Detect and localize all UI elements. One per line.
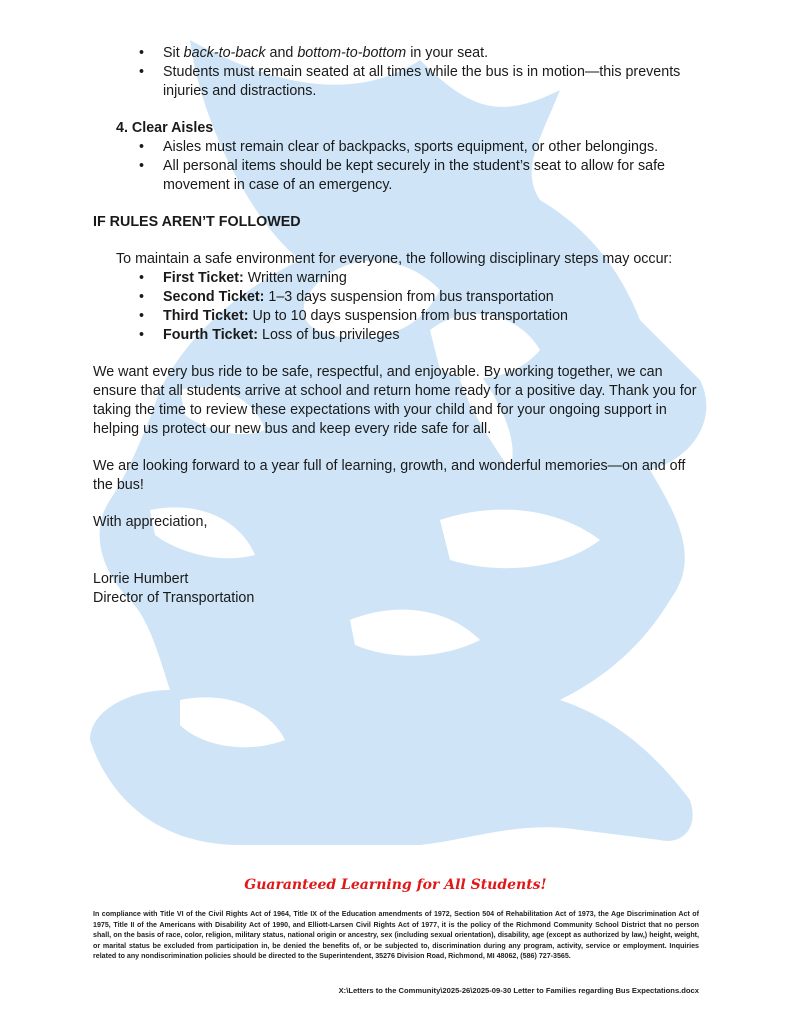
slogan: Guaranteed Learning for All Students!: [244, 877, 547, 893]
list-item: • Sit back-to-back and bottom-to-bottom in your seat.: [163, 44, 703, 63]
discipline-steps-list: [93, 269, 703, 345]
list-item: • First Ticket: Written warning: [163, 269, 703, 288]
compliance-notice: In compliance with Title VI of the Civil Rights Act of 1964, Title IX of the Education amendments of 1972, Section 504 of Rehabilitation Act of 1973, the Age Discrimination Act of 1975, Title II of the Americans with Disability Act of 1990, and Elliott-Larsen Civil Rights Act of 1977, it is the policy of the Richmond Community School District that no person shall, on the basis of race, color, religion, military status, national origin or ancestry, sex (including sexual orientation), disability, age (except as authorized by law,) height, weight, or marital status be excluded from participation in, be denied the benefits of, or be subjected to, discrimination during any program, activity, service or employment. Inquiries related to any nondiscrimination policies should be directed to the Superintendent, 35276 Division Road, Richmond, MI 48062, (586) 727-3565.: [93, 910, 699, 961]
closing: With appreciation,: [93, 514, 208, 530]
signature-title: Director of Transportation: [93, 590, 255, 606]
list-item: • Students must remain seated at all times while the bus is in motion—this prevents injuries and distractions.: [163, 63, 703, 101]
emphasis: back-to-back: [183, 45, 266, 61]
section-title: 4. Clear Aisles: [116, 120, 214, 136]
list-item: • Second Ticket: 1–3 days suspension from bus transportation: [163, 288, 703, 307]
file-path: X:\Letters to the Community\2025-26\2025-09-30 Letter to Families regarding Bus Expectations.docx: [338, 986, 699, 995]
list-item: • Third Ticket: Up to 10 days suspension from bus transportation: [163, 307, 703, 326]
signature-name: Lorrie Humbert: [93, 571, 189, 587]
rules-intro: To maintain a safe environment for everyone, the following disciplinary steps may occur:: [116, 251, 673, 267]
seating-rules-list: [93, 44, 703, 101]
list-item: • Fourth Ticket: Loss of bus privileges: [163, 326, 703, 345]
list-item: • Aisles must remain clear of backpacks, sports equipment, or other belongings.: [163, 138, 703, 157]
rules-heading: IF RULES AREN’T FOLLOWED: [93, 214, 301, 230]
paragraph: We are looking forward to a year full of learning, growth, and wonderful memories—on and off the bus!: [93, 458, 686, 493]
list-item: • All personal items should be kept securely in the student’s seat to allow for safe movement in case of an emergency.: [163, 157, 703, 195]
letter-body: [93, 44, 703, 608]
aisle-rules-list: [93, 138, 703, 195]
emphasis: bottom-to-bottom: [297, 45, 407, 61]
paragraph: We want every bus ride to be safe, respectful, and enjoyable. By working together, we can ensure that all students arrive at school and return home ready for a positive day. Thank you for taking the time to review these expectations with your child and for your ongoing support in helping us protect our new bus and keep every ride safe for all.: [93, 364, 697, 437]
